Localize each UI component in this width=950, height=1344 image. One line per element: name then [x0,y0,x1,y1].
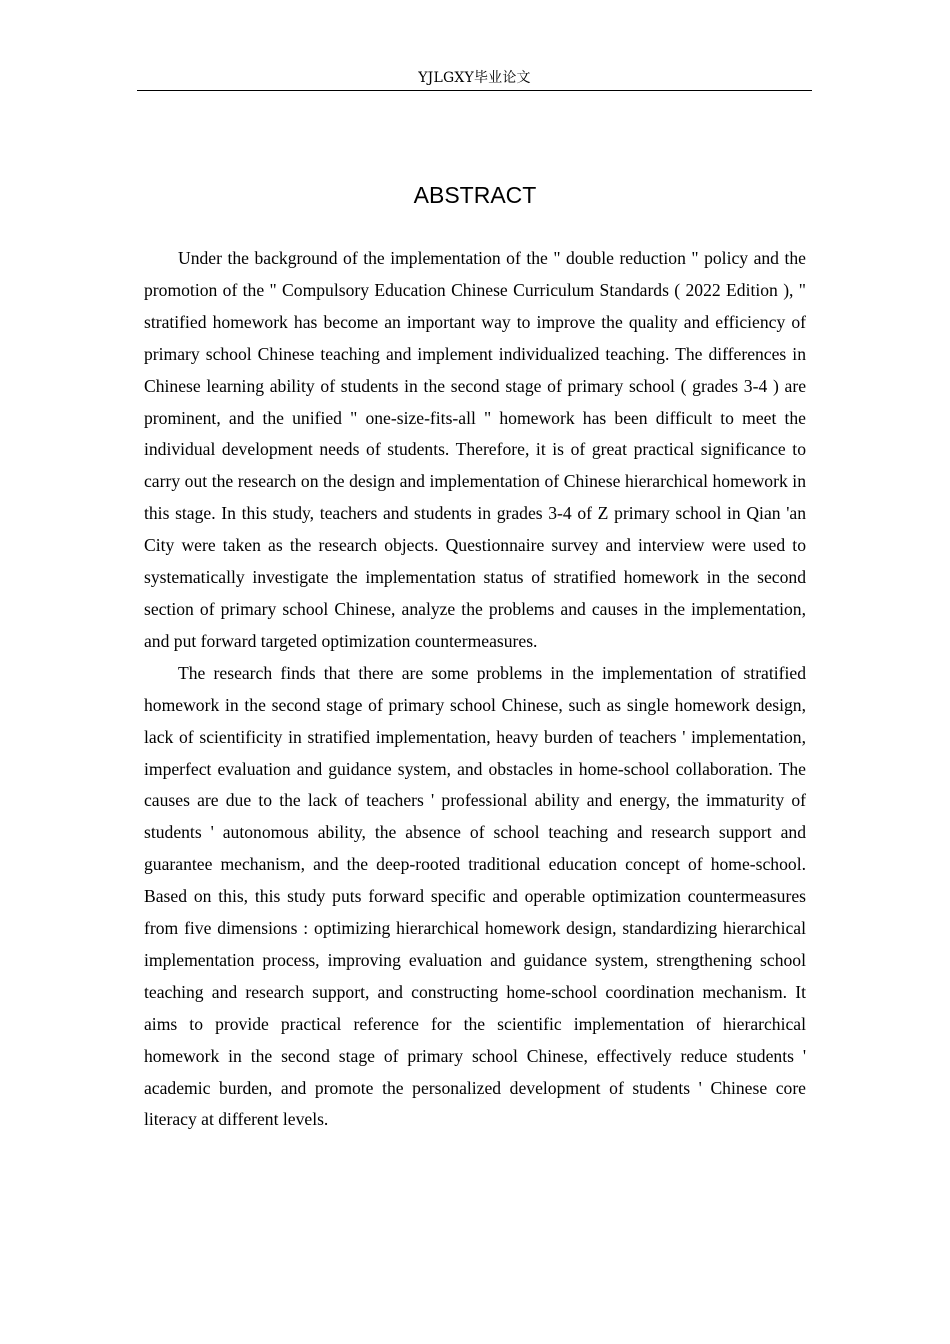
abstract-body [144,243,806,1136]
abstract-paragraph-2: The research finds that there are some problems in the implementation of stratified homework in the second stage of primary school Chinese, such as single homework design, lack of scientificity in stratified implementation, heavy burden of teachers ' implementation, imperfect evaluation and guidance system, and obstacles in home-school collaboration. The causes are due to the lack of teachers ' professional ability and energy, the immaturity of students ' autonomous ability, the absence of school teaching and research support and guarantee mechanism, and the deep-rooted traditional education concept of home-school. Based on this, this study puts forward specific and operable optimization countermeasures from five dimensions : optimizing hierarchical homework design, standardizing hierarchical implementation process, improving evaluation and guidance system, strengthening school teaching and research support, and constructing home-school coordination mechanism. It aims to provide practical reference for the scientific implementation of hierarchical homework in the second stage of primary school Chinese, effectively reduce students ' academic burden, and promote the personalized development of students ' Chinese core literacy at different levels. [144,662,806,1130]
abstract-title: ABSTRACT [413,182,537,208]
running-header: YJLGXY毕业论文 [137,67,812,91]
abstract-paragraph-1: Under the background of the implementation of the " double reduction " policy and the promotion of the " Compulsory Education Chinese Curriculum Standards ( 2022 Edition ), " stratified homework has become an important way to improve the quality and efficiency of primary school Chinese teaching and implement individualized teaching. The differences in Chinese learning ability of students in the second stage of primary school ( grades 3-4 ) are prominent, and the unified " one-size-fits-all " homework has been difficult to meet the individual development needs of students. Therefore, it is of great practical significance to carry out the research on the design and implementation of Chinese hierarchical homework in this stage. In this study, teachers and students in grades 3-4 of Z primary school in Qian 'an City were taken as the research objects. Questionnaire survey and interview were used to systematically investigate the implementation status of stratified homework in the second section of primary school Chinese, analyze the problems and causes in the implementation, and put forward targeted optimization countermeasures. [144,248,806,651]
